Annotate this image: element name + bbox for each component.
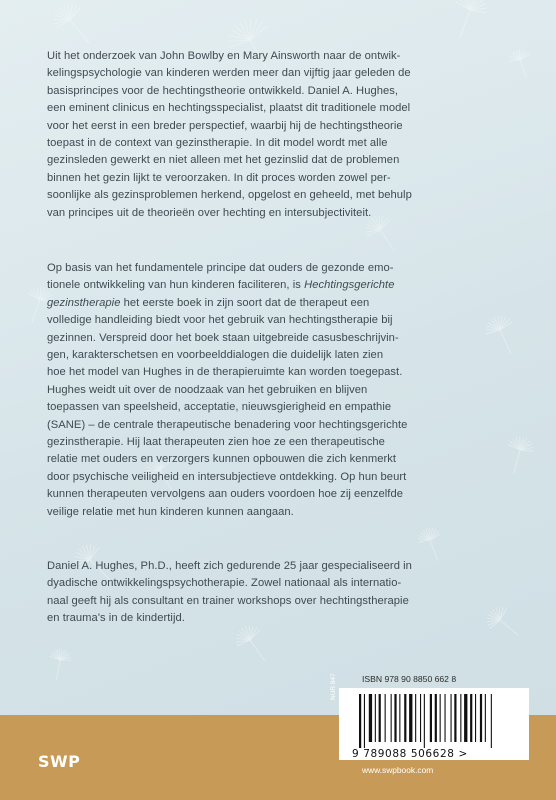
barcode-bars xyxy=(339,688,529,748)
text-line: gen, karakterschetsen en voorbeelddialogen die duidelijk laten zien xyxy=(47,349,384,362)
publisher-url: www.swpbook.com xyxy=(362,765,434,775)
text-line: Uit het onderzoek van John Bowlby en Mary Ainsworth naar de ontwik- xyxy=(47,50,401,62)
text-line: van principes uit de theorieën over hechting en intersubjectiviteit. xyxy=(47,206,372,219)
text-line: dyadische ontwikkelingspsychotherapie. Zowel nationaal als internatio- xyxy=(47,577,402,590)
dandelion-seed xyxy=(445,0,491,44)
text-line: Op basis van het fundamentele principe dat ouders de gezonde emo- xyxy=(47,262,394,274)
text-line: gezinstherapie. Hij laat therapeuten zien hoe ze een therapeutische xyxy=(47,436,385,449)
text-line: basisprincipes voor de hechtingstheorie ontwikkeld. Daniel A. Hughes, xyxy=(47,84,399,97)
book-title-italic: Hechtingsgerichte xyxy=(304,279,395,292)
author-bio-paragraph xyxy=(47,558,517,628)
text-line: door psychische veiligheid en intersubjectieve ontdekking. Op hun beurt xyxy=(47,470,407,483)
text-line: toepassen van speelsheid, acceptatie, nieuwsgierigheid en empathie xyxy=(47,401,392,414)
text-line: gezinsleden gewerkt en niet alleen met het gezinslid dat de problemen xyxy=(47,154,400,167)
text-line: hoe het model van Hughes in de therapieruimte kan worden toegepast. xyxy=(47,366,403,379)
text-segment: het eerste boek in zijn soort dat de therapeut een xyxy=(120,296,370,309)
text-line: gezinnen. Verspreid door het boek staan uitgebreide casusbeschrijvin- xyxy=(47,331,399,344)
text-line: kunnen therapeuten vervolgens aan ouders voordoen hoe zij eenzelfde xyxy=(47,488,404,501)
barcode-digits: 9 789088 506628 > xyxy=(352,748,468,760)
text-line xyxy=(47,295,517,312)
dandelion-seed xyxy=(47,0,102,53)
intro-paragraph xyxy=(47,48,517,222)
nur-code: NUR 847 xyxy=(330,673,337,700)
text-line: volledige handleiding biedt voor het gebruik van hechtingstherapie bij xyxy=(47,314,393,327)
text-line: Daniel A. Hughes, Ph.D., heeft zich gedurende 25 jaar gespecialiseerd in xyxy=(47,560,412,572)
text-line: naal geeft hij als consultant en trainer workshops over hechtingstherapie xyxy=(47,594,409,607)
text-line: kelingspsychologie van kinderen werden meer dan vijftig jaar geleden de xyxy=(47,67,411,80)
text-line: (SANE) – de centrale therapeutische benadering voor hechtingsgerichte xyxy=(47,418,408,431)
text-line: relatie met ouders en verzorgers kunnen opbouwen die zich kenmerkt xyxy=(47,453,397,466)
publisher-logo: SWP xyxy=(38,752,81,771)
text-line: en trauma's in de kindertijd. xyxy=(47,612,185,625)
text-line xyxy=(47,277,517,294)
text-line: toepast in de context van gezinstherapie. In dit model wordt met alle xyxy=(47,137,388,150)
isbn-label: ISBN 978 90 8850 662 8 xyxy=(362,674,457,684)
dandelion-seed xyxy=(46,647,73,681)
book-description-paragraph xyxy=(47,260,517,521)
text-line: een eminent clinicus en hechtingsspecialist, plaatst dit traditionele model xyxy=(47,102,411,115)
text-line: binnen het gezin lijkt te veroorzaken. In dit proces worden zowel per- xyxy=(47,171,391,184)
text-line: voor het eerst in een breder perspectief, waarbij hij de hechtingstheorie xyxy=(47,119,403,132)
book-title-italic: gezinstherapie xyxy=(47,296,121,309)
text-segment: tionele ontwikkeling van hun kinderen faciliteren, is xyxy=(47,279,305,292)
text-line: veilige relatie met hun kinderen kunnen aangaan. xyxy=(47,505,294,518)
text-line: Hughes weidt uit over de noodzaak van het gebruiken en blijven xyxy=(47,383,368,396)
text-line: soonlijke als gezinsproblemen herkend, opgelost en geheeld, met behulp xyxy=(47,189,412,202)
